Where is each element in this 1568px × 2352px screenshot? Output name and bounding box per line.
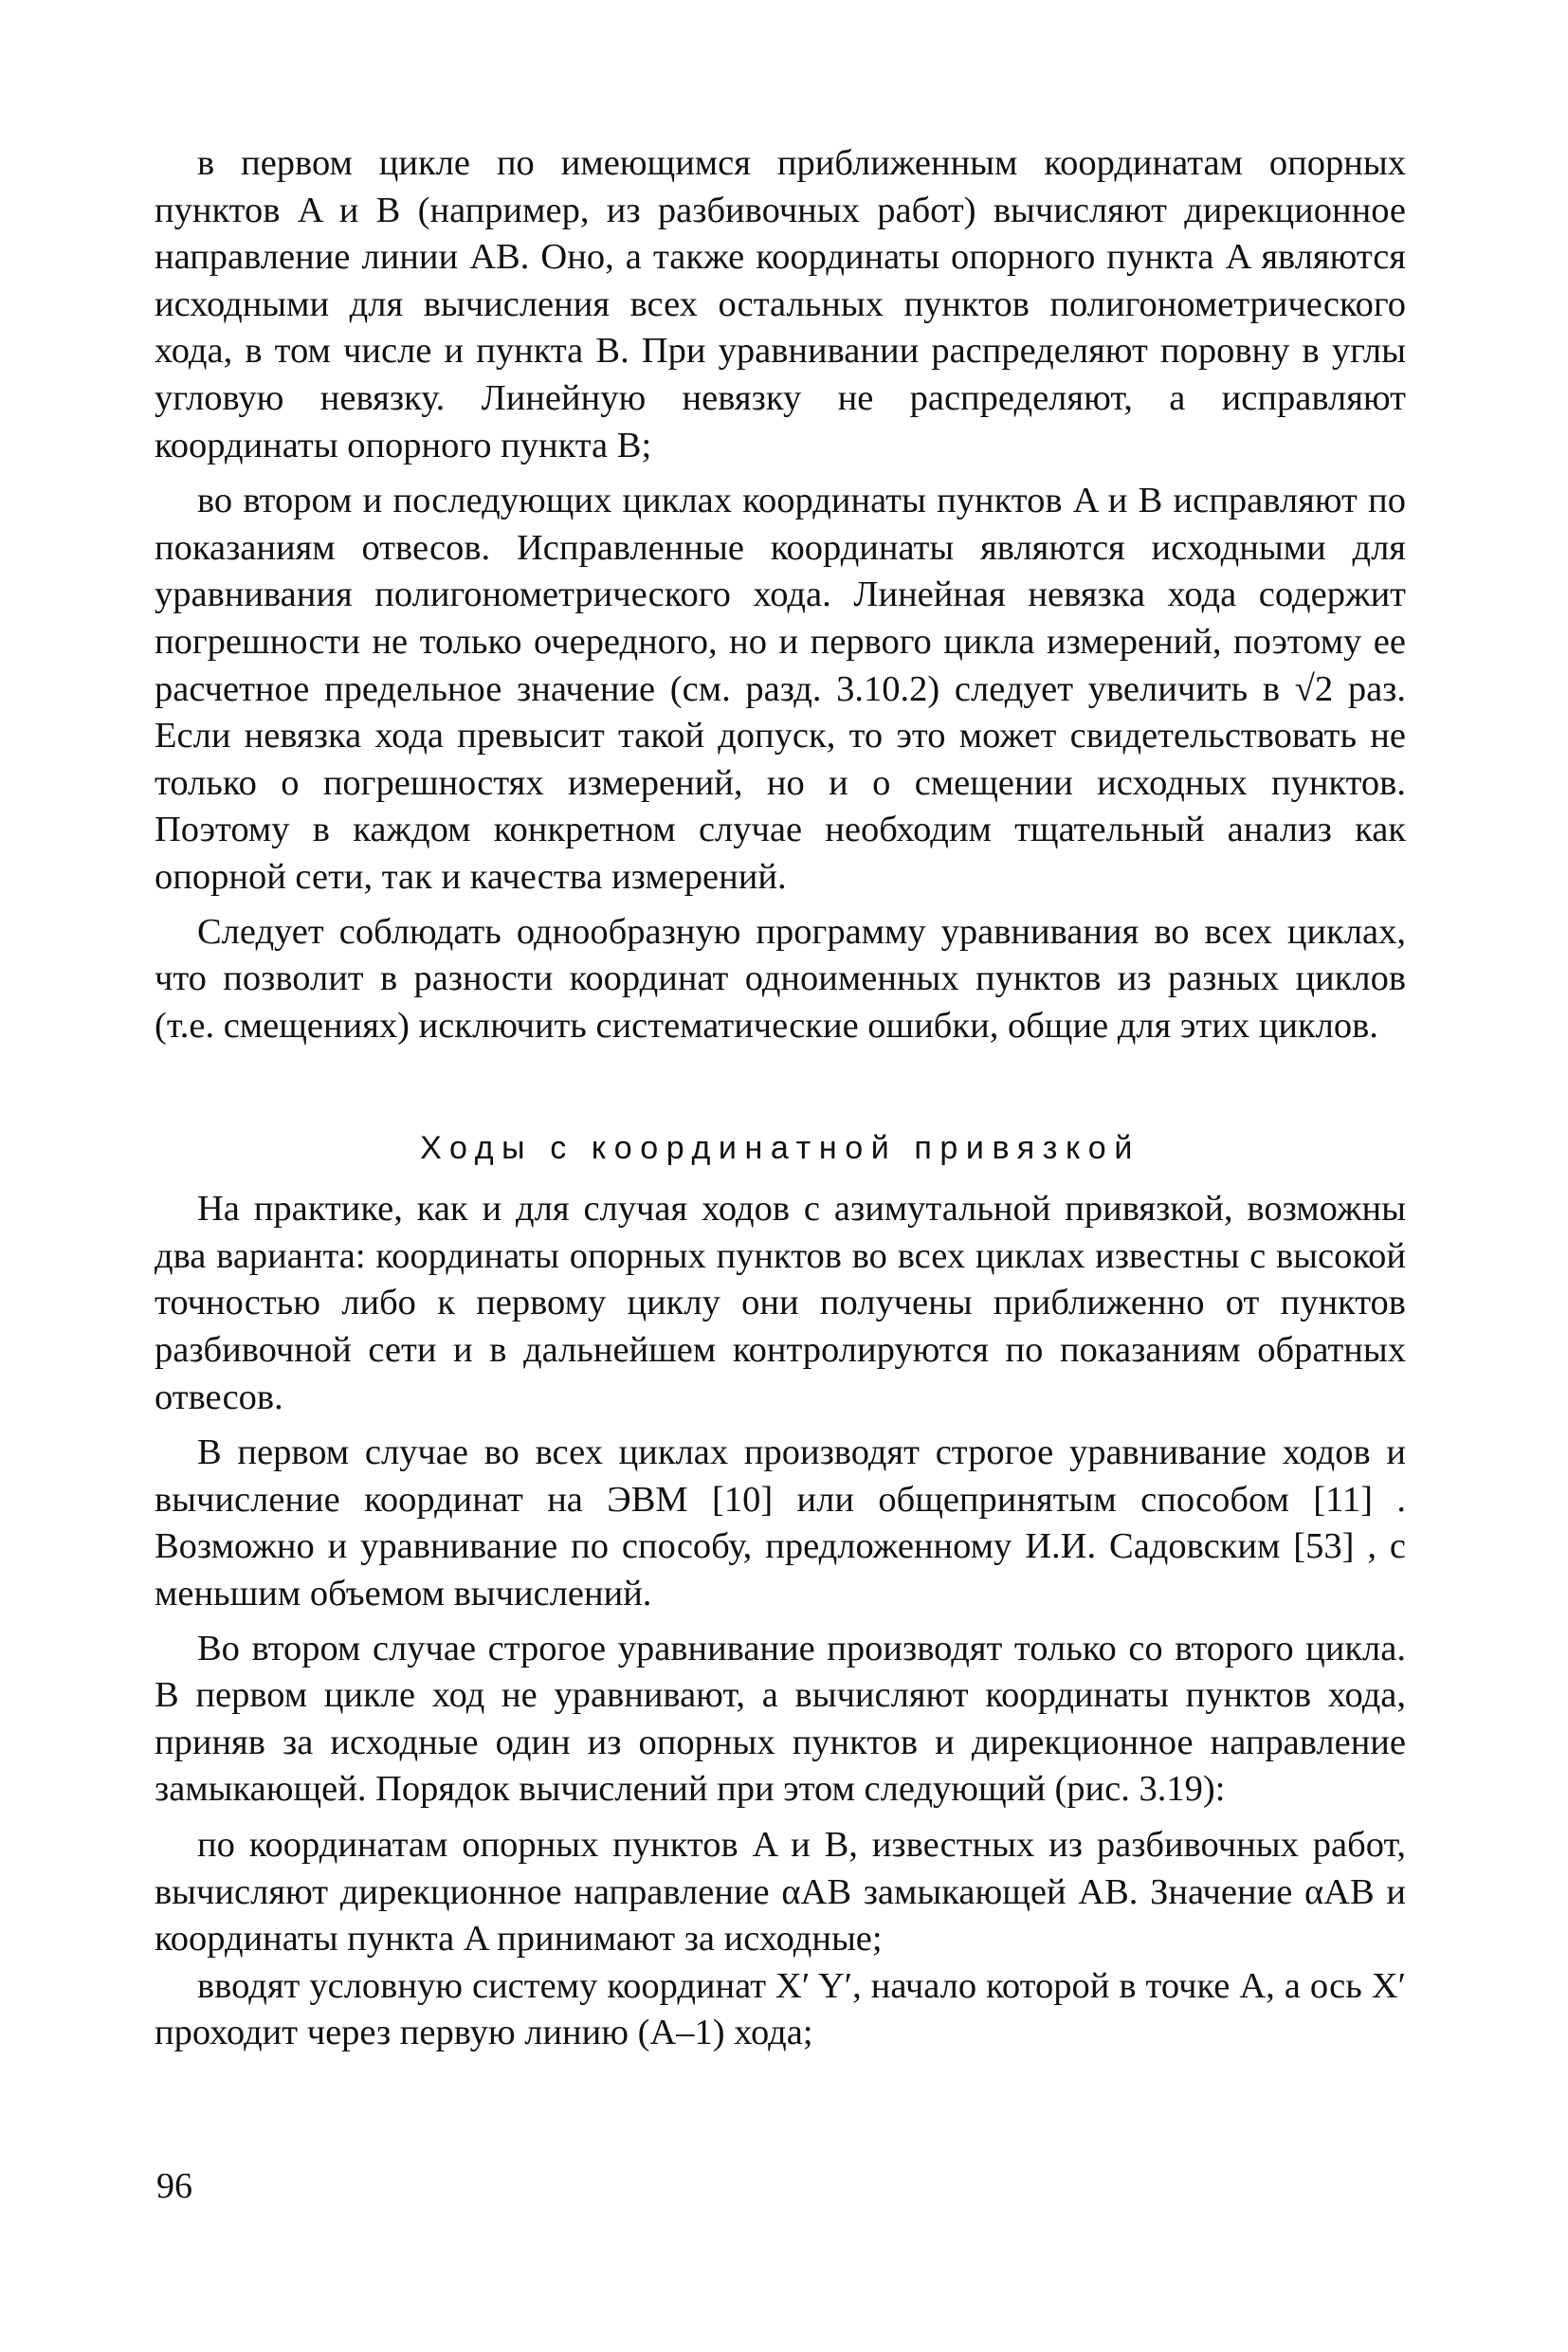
paragraph-subsequent-cycles: во втором и последующих циклах координаты пунктов A и B исправляют по показаниям отвесов. Исправленные координаты являются исходными для уравнивания полигонометрического хода. Линейная невязка хода содержит погрешности не только очередного, но и первого цикла измерений, поэтому ее расчетное предельное значение (см. разд. 3.10.2) следует увеличить в √2 раз. Если невязка хода превысит такой допуск, то это может свидетельствовать не только о погрешностях измерений, но и о смещении исходных пунктов. Поэтому в каждом конкретном случае необходим тщательный анализ как опорной сети, так и качества измерений. xyxy=(155,481,1406,897)
page-number: 96 xyxy=(156,2166,192,2206)
paragraph-step-coordinate-system: вводят условную систему координат X′ Y′, начало которой в точке A, а ось X′ проходит через первую линию (A–1) хода; xyxy=(155,1965,1406,2053)
paragraph-two-variants: На практике, как и для случая ходов с азимутальной привязкой, возможны два варианта: координаты опорных пунктов во всех циклах известны с высокой точностью либо к первому циклу они получены приближенно от пунктов разбивочной сети и в дальнейшем контролируются по показаниям обратных отвесов. xyxy=(155,1189,1406,1417)
text-column xyxy=(155,140,1406,2057)
paragraph-second-case: Во втором случае строгое уравнивание производят только со второго цикла. В первом цикле ход не уравнивают, а вычисляют координаты пунктов хода, приняв за исходные один из опорных пунктов и дирекционное направление замыкающей. Порядок вычислений при этом следующий (рис. 3.19): xyxy=(155,1628,1406,1810)
paragraph-step-direction: по координатам опорных пунктов A и B, известных из разбивочных работ, вычисляют дирекционное направление αAB замыкающей AB. Значение αAB и координаты пункта A принимают за исходные; xyxy=(155,1825,1406,1960)
paragraph-first-case: В первом случае во всех циклах производят строгое уравнивание ходов и вычисление координат на ЭВМ [10] или общепринятым способом [11] . Возможно и уравнивание по способу, предложенному И.И. Садовским [53] , с меньшим объемом вычислений. xyxy=(155,1432,1406,1614)
section-heading: Ходы с координатной привязкой xyxy=(420,1130,1140,1167)
paragraph-first-cycle: в первом цикле по имеющимся приближенным координатам опорных пунктов A и B (например, из разбивочных работ) вычисляют дирекционное направление линии AB. Оно, а также координаты опорного пункта A являются исходными для вычисления всех остальных пунктов полигонометрического хода, в том числе и пункта B. При уравнивании распределяют поровну в углы угловую невязку. Линейную невязку не распределяют, а исправляют координаты опорного пункта B; xyxy=(155,143,1406,465)
paragraph-uniform-program: Следует соблюдать однообразную программу уравнивания во всех циклах, что позволит в разности координат одноименных пунктов из разных циклов (т.е. смещениях) исключить систематические ошибки, общие для этих циклов. xyxy=(155,911,1406,1046)
